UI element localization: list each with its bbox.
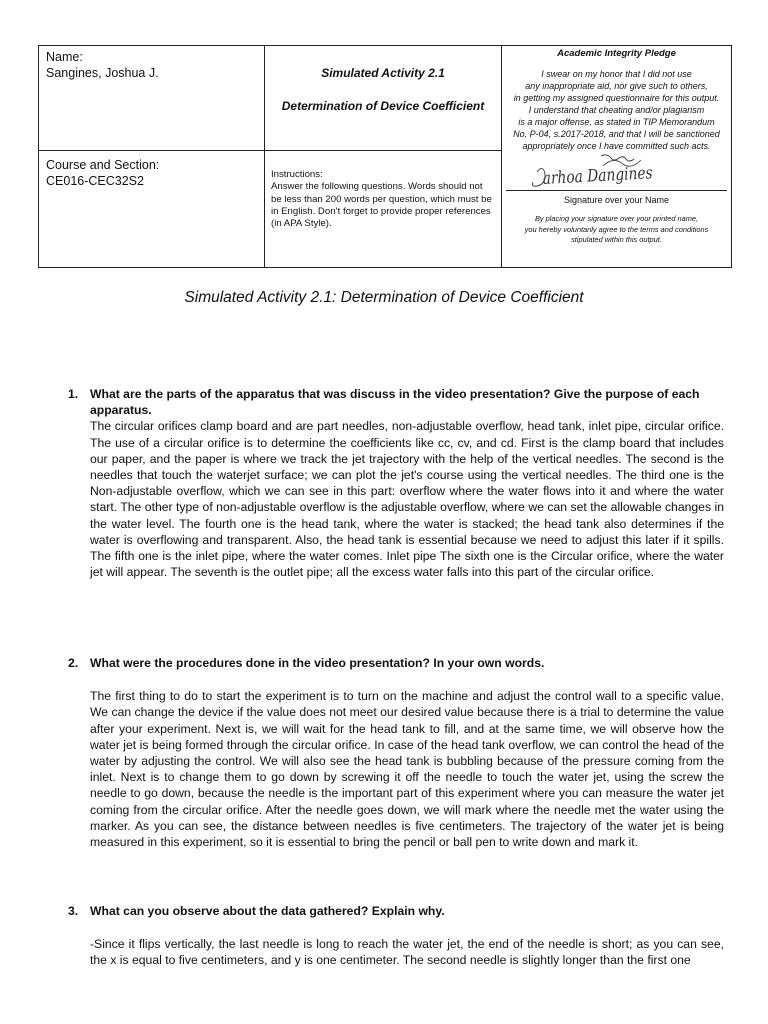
question-text: What were the procedures done in the video presentation? In your own words. (90, 656, 545, 670)
name-cell (39, 46, 265, 151)
signature-note-line: stipulated within this output. (571, 235, 662, 244)
pledge-line: any inappropriate aid, nor give such to others, (525, 81, 708, 91)
pledge-line: I swear on my honor that I did not use (541, 69, 692, 79)
activity-title-cell (265, 46, 502, 151)
course-value: CE016-CEC32S2 (46, 174, 144, 188)
activity-title: Simulated Activity 2.1 (321, 66, 445, 80)
question-number: 1. (68, 387, 79, 401)
svg-text:arhoa Dangines: arhoa Dangines (541, 161, 679, 189)
signature-note (502, 214, 731, 246)
signature-note-line: you hereby voluntarily agree to the terms and conditions (524, 224, 709, 234)
signature-image (503, 152, 731, 190)
signature-caption: Signature over your Name (563, 195, 670, 205)
question-1 (68, 386, 724, 580)
signature (502, 152, 731, 190)
pledge-line: is a major offense, as stated in TIP Memorandum (518, 117, 715, 127)
header-table (38, 45, 732, 268)
question-3 (68, 903, 724, 969)
instructions-label: Instructions: (271, 169, 323, 180)
question-text: What can you observe about the data gathered? Explain why. (90, 904, 445, 918)
pledge-cell (502, 46, 732, 268)
name-value: Sangines, Joshua J. (46, 66, 159, 80)
pledge-line: I understand that cheating and/or plagiarism (528, 105, 705, 115)
document-title: Simulated Activity 2.1: Determination of Device Coefficient (184, 289, 584, 306)
signature-line (506, 190, 727, 191)
instructions-text: Answer the following questions. Words should not be less than 200 words per question, which must be in English. Don’t forget to provide proper references (in APA Style). (271, 181, 492, 230)
signature-note-line: By placing your signature over your printed name, (534, 214, 699, 223)
question-text: What are the parts of the apparatus that was discuss in the video presentation? Give the purpose of each apparatus. (90, 387, 700, 418)
course-cell (39, 151, 265, 268)
answer-text: The circular orifices clamp board and are part needles, non-adjustable overflow, head tank, inlet pipe, circular orifice. The use of a circular orifice is to determine the coefficients like cc, cv, and cd. First is the clamp board that includes our paper, and the paper is where we track the jet trajectory with the help of the vertical needles. The second is the needles that touch the waterjet surface; we can plot the jet's course using the vertical needles. The third one is the Non-adjustable overflow, which we can see in this part: overflow where the water flows into it and where the water start. The other type of non-adjustable overflow is the adjustable overflow, where we can set the allowable changes in the water level. The fourth one is the head tank, where the water is stacked; the head tank also determines if the water is overflowing and transparent. Also, the head tank is essential because we need to adjust this later if it spills. The fifth one is the inlet pipe, where the water comes. Inlet pipe The sixth one is the Circular orifice, where the water jet will appear. The seventh is the outlet pipe; all the excess water falls into this part of the circular orifice. (90, 419, 724, 580)
pledge-line: in getting my assigned questionnaire for this output. (513, 93, 720, 103)
course-label: Course and Section: (46, 158, 160, 172)
activity-subtitle: Determination of Device Coefficient (281, 99, 485, 113)
pledge-line: appropriately once I have committed such acts. (522, 141, 711, 151)
pledge-line: No. P-04, s.2017-2018, and that I will be sanctioned (513, 129, 720, 139)
answer-text: The first thing to do to start the experiment is to turn on the machine and adjust the control wall to a specific value. We can change the device if the value does not meet our desired value because there is a trial to determine the value after your experiment. Next is, we will wait for the head tank to fill, and at the same time, we will observe how the water jet is being formed through the circular orifice. In case of the head tank overflow, we can control the head of the water by adjusting the control. We will also see the head tank is bubbling because of the pressure coming from the inlet. Next is to change them to go down by screwing it off the needle to touch the water jet, using the screw the needle to go down, because the needle is the important part of this experiment where you can measure the water jet coming from the circular orifice. After the needle goes down, we will mark where the needle met the water using the marker. As you can see, the distance between needles is five centimeters. The trajectory of the water jet is being measured in this experiment, so it is essential to bring the pencil or ball pen to write down and mark it. (90, 689, 724, 850)
question-2 (68, 655, 724, 850)
question-number: 3. (68, 904, 79, 918)
name-label: Name: (46, 50, 83, 64)
instructions-cell (265, 151, 502, 268)
pledge-text (502, 68, 731, 152)
answer-text: -Since it flips vertically, the last needle is long to reach the water jet, the end of the needle is short; as you can see, the x is equal to five centimeters, and y is one centimeter. The second needle is slightly longer than the first one (90, 937, 724, 968)
pledge-title: Academic Integrity Pledge (557, 48, 676, 59)
question-number: 2. (68, 656, 79, 670)
